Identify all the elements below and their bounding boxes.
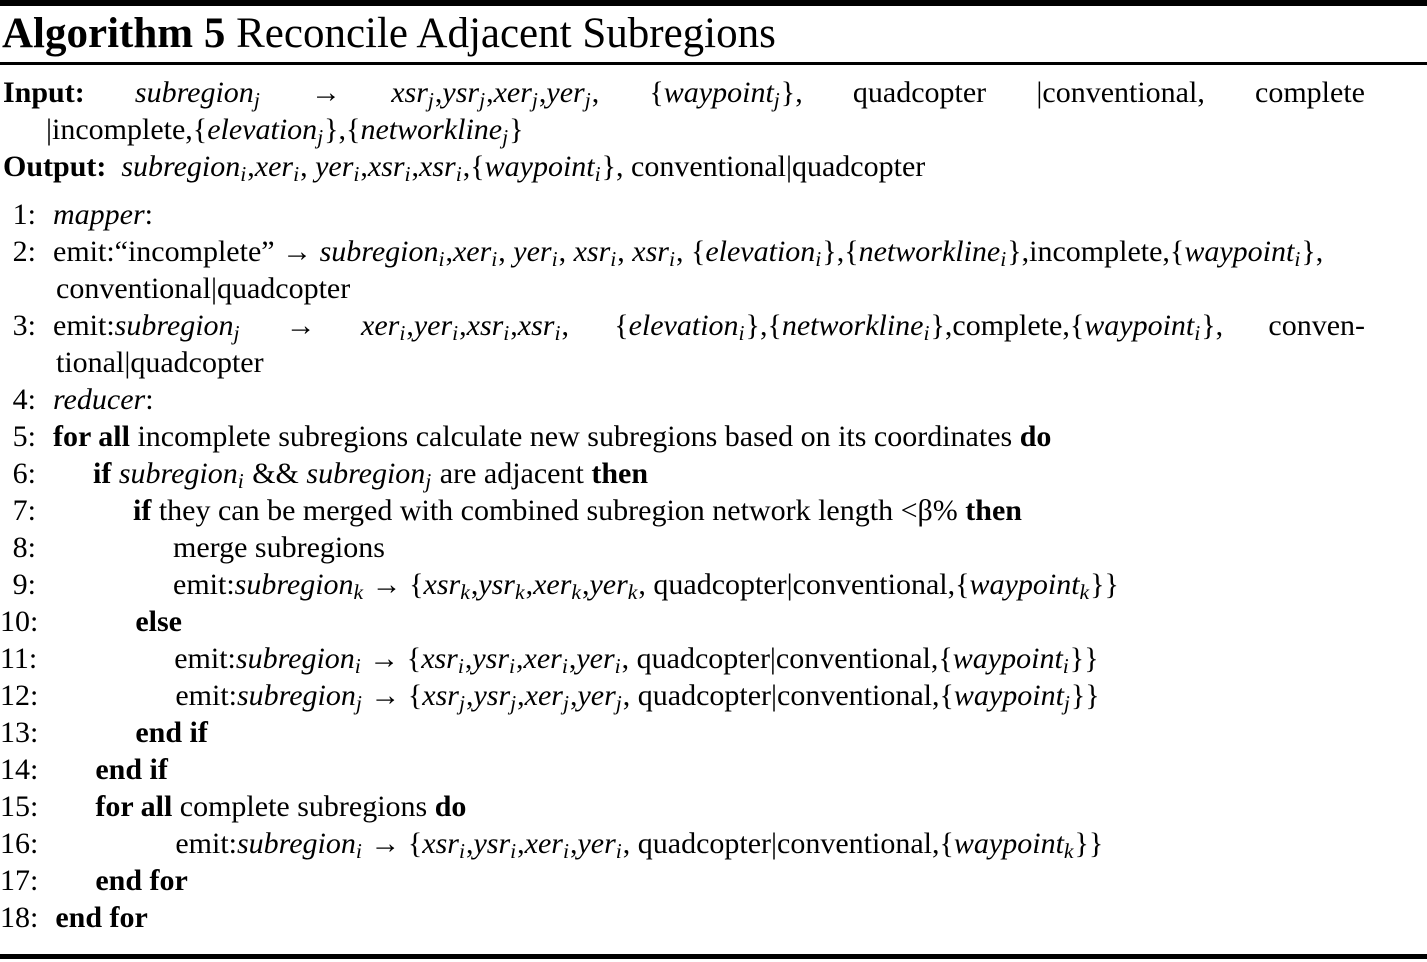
algo-line-wrap — [0, 344, 1365, 381]
subscript: k — [571, 579, 581, 604]
keyword: if — [93, 457, 112, 490]
text-segment: , — [617, 235, 633, 268]
text-segment: , — [525, 568, 534, 601]
algo-line-10 — [0, 603, 1365, 640]
text-segment: },incomplete,{ — [1007, 235, 1185, 268]
math-var: waypoint — [969, 568, 1080, 601]
text-segment: , — [247, 150, 255, 183]
subscript: i — [509, 653, 516, 678]
line-content — [55, 862, 1365, 899]
math-var: xsr — [632, 235, 669, 268]
text-segment — [111, 457, 119, 490]
line-number: 9: — [12, 568, 36, 601]
text-segment: , — [411, 150, 420, 183]
text-segment: }, conven- — [1201, 309, 1365, 342]
line-number: 18: — [0, 901, 39, 934]
subscript: i — [399, 320, 406, 345]
algo-line-7 — [0, 492, 1365, 529]
subscript: j — [479, 87, 486, 112]
line-content — [55, 603, 1365, 640]
math-var: networkline — [858, 235, 1001, 268]
math-var: yer — [315, 150, 354, 183]
text-segment: emit: — [175, 827, 237, 860]
math-var: xer — [254, 150, 294, 183]
math-var: xsr — [517, 309, 555, 342]
algo-line-15 — [0, 788, 1365, 825]
subscript: k — [627, 579, 638, 604]
text-segment: → — [240, 309, 361, 342]
text-segment: }} — [1069, 642, 1099, 675]
text-segment: }} — [1090, 568, 1119, 601]
subscript: i — [452, 320, 459, 345]
line-number: 3: — [12, 309, 36, 342]
line-content — [53, 381, 1365, 418]
text-segment: , quadcopter|conventional,{ — [622, 679, 954, 712]
text-segment: complete subregions — [172, 790, 435, 823]
keyword: end if — [95, 753, 168, 786]
math-var: yer — [577, 679, 616, 712]
subscript: i — [594, 161, 601, 186]
text-segment: , — [406, 309, 414, 342]
math-var: xsr — [421, 642, 458, 675]
subscript: j — [584, 87, 591, 112]
line-number: 10: — [0, 605, 39, 638]
input-line-continuation — [0, 111, 1365, 148]
algo-line-5 — [0, 418, 1365, 455]
subscript: j — [317, 124, 324, 149]
math-var: xsr — [367, 150, 405, 183]
algo-line-8 — [0, 529, 1365, 566]
subscript: k — [1063, 838, 1074, 863]
subscript: i — [1062, 653, 1069, 678]
math-var: xer — [524, 827, 563, 860]
subscript: i — [457, 653, 464, 678]
math-var: yer — [413, 309, 453, 342]
text-segment: }, conventional|quadcopter — [601, 150, 926, 183]
algo-line-16 — [0, 825, 1365, 862]
math-var: elevation — [628, 309, 739, 342]
text-segment: emit: — [173, 568, 235, 601]
math-var: ysr — [473, 679, 511, 712]
math-var: xer — [452, 235, 492, 268]
math-var: yer — [513, 235, 552, 268]
text-segment: }} — [1070, 679, 1100, 712]
text-segment: }, — [1301, 235, 1324, 268]
text-segment: : — [145, 383, 154, 416]
math-var: subregion — [237, 827, 356, 860]
text-segment: , — [581, 568, 590, 601]
math-var: ysr — [442, 76, 480, 109]
text-segment: → { — [362, 679, 423, 712]
algo-line-3 — [0, 307, 1365, 344]
subscript: i — [458, 838, 465, 863]
text-segment: , — [445, 235, 453, 268]
text-segment: , — [465, 679, 474, 712]
subscript: k — [353, 579, 364, 604]
line-content — [53, 492, 1365, 529]
math-var: ysr — [478, 568, 515, 601]
math-var: ysr — [472, 642, 510, 675]
text-segment: ,{ — [462, 150, 485, 183]
text-segment: , quadcopter|conventional,{ — [622, 827, 954, 860]
subscript: k — [514, 579, 525, 604]
math-var: subregion — [134, 76, 254, 109]
title-rule — [0, 62, 1427, 65]
subscript: i — [1000, 246, 1007, 271]
text-segment: emit: — [174, 642, 236, 675]
line-number: 17: — [0, 864, 39, 897]
line-number: 12: — [0, 679, 39, 712]
subscript: i — [554, 320, 561, 345]
line-number: 2: — [12, 235, 36, 268]
io-block — [0, 74, 1427, 185]
text-segment: → { — [364, 568, 424, 601]
subscript: j — [615, 690, 622, 715]
math-var: xsr — [466, 309, 504, 342]
algo-line-14 — [0, 751, 1365, 788]
line-content — [55, 677, 1365, 714]
algo-line-4 — [0, 381, 1365, 418]
math-var: xsr — [419, 150, 456, 183]
subscript: j — [425, 468, 432, 493]
text-segment: they can be merged with combined subregion network length <β% — [151, 494, 966, 527]
text-segment: },complete,{ — [930, 309, 1085, 342]
line-content — [53, 418, 1365, 455]
text-segment: , — [470, 568, 479, 601]
keyword: else — [135, 605, 182, 638]
text-segment: |incomplete,{ — [46, 113, 208, 146]
keyword: end for — [95, 864, 188, 897]
input-line — [0, 74, 1365, 111]
line-number: 6: — [12, 457, 36, 490]
text-segment: → { — [362, 827, 423, 860]
math-var: waypoint — [1084, 309, 1195, 342]
algo-line-13 — [0, 714, 1365, 751]
math-var: subregion — [319, 235, 439, 268]
text-segment: }} — [1074, 827, 1104, 860]
algo-line-2 — [0, 233, 1365, 270]
line-number: 13: — [0, 716, 39, 749]
subscript: j — [253, 87, 260, 112]
text-segment: emit:“incomplete” → — [53, 235, 320, 268]
text-segment: emit: — [175, 679, 237, 712]
keyword: end if — [135, 716, 208, 749]
algo-line-12 — [0, 677, 1365, 714]
math-var: subregion — [235, 642, 355, 675]
subscript: k — [460, 579, 470, 604]
line-content — [53, 196, 1365, 233]
algo-line-11 — [0, 640, 1365, 677]
output-line — [0, 148, 1365, 185]
text-segment: , — [360, 150, 368, 183]
keyword: for all — [95, 790, 173, 823]
subscript: i — [551, 246, 558, 271]
subscript: i — [354, 653, 361, 678]
subscript: j — [427, 87, 434, 112]
keyword: Input: — [3, 76, 85, 109]
text-segment: , — [510, 309, 518, 342]
line-content — [55, 899, 1365, 936]
math-var: xsr — [422, 679, 459, 712]
text-segment: }, quadcopter |conventional, complete — [780, 76, 1365, 109]
line-content — [55, 751, 1365, 788]
text-segment: , — [558, 235, 574, 268]
line-content — [53, 270, 1365, 307]
math-var: xer — [533, 568, 572, 601]
text-segment: , quadcopter|conventional,{ — [638, 568, 970, 601]
text-segment: , — [568, 642, 577, 675]
keyword: then — [591, 457, 649, 490]
algorithm-body — [0, 196, 1427, 936]
subscript: i — [240, 161, 247, 186]
subscript: j — [1063, 690, 1070, 715]
math-var: xsr — [423, 568, 461, 601]
text-segment: , — [517, 827, 525, 860]
math-var: elevation — [705, 235, 816, 268]
text-segment: , — [498, 235, 514, 268]
subscript: j — [458, 690, 465, 715]
math-var: waypoint — [484, 150, 595, 183]
math-var: xer — [493, 76, 532, 109]
subscript: j — [562, 690, 569, 715]
line-content — [53, 233, 1365, 270]
math-var: subregion — [234, 568, 354, 601]
line-number: 7: — [12, 494, 36, 527]
line-content — [55, 714, 1365, 751]
keyword: do — [1019, 420, 1052, 453]
math-var: networkline — [360, 113, 503, 146]
subscript: i — [738, 320, 745, 345]
text-segment: incomplete subregions calculate new subregions based on its coordinates — [129, 420, 1020, 453]
line-number: 15: — [0, 790, 39, 823]
math-var: xsr — [422, 827, 459, 860]
text-segment: , quadcopter|conventional,{ — [621, 642, 953, 675]
algo-line-9 — [0, 566, 1365, 603]
line-content — [54, 640, 1365, 677]
math-var: elevation — [207, 113, 318, 146]
text-segment: → { — [361, 642, 422, 675]
text-segment: } — [509, 113, 524, 146]
algorithm-name-label: Reconcile Adjacent Subregions — [225, 10, 776, 57]
keyword: Output: — [3, 150, 107, 183]
subscript: i — [438, 246, 445, 271]
keyword: for all — [53, 420, 130, 453]
text-segment: , — [459, 309, 467, 342]
subscript: j — [355, 690, 362, 715]
text-segment: , — [434, 76, 443, 109]
line-content — [55, 788, 1365, 825]
subscript: i — [237, 468, 244, 493]
line-number: 16: — [0, 827, 39, 860]
text-segment: conventional|quadcopter — [56, 272, 351, 305]
math-var: subregion — [118, 457, 238, 490]
math-var: yer — [546, 76, 585, 109]
text-segment: },{ — [745, 309, 782, 342]
text-segment: , { — [675, 235, 706, 268]
line-content — [55, 825, 1365, 862]
subscript: i — [615, 838, 622, 863]
algorithm-title — [2, 10, 776, 58]
subscript: i — [491, 246, 498, 271]
math-var: waypoint — [663, 76, 774, 109]
line-content — [53, 529, 1365, 566]
math-var: networkline — [781, 309, 924, 342]
text-segment: , — [569, 679, 578, 712]
text-segment: : — [144, 198, 153, 231]
keyword: then — [965, 494, 1022, 527]
text-segment: && — [244, 457, 307, 490]
subscript: i — [293, 161, 300, 186]
math-var: waypoint — [1184, 235, 1295, 268]
line-content — [53, 307, 1365, 344]
text-segment: , — [486, 76, 494, 109]
line-content — [53, 566, 1365, 603]
line-number: 5: — [12, 420, 36, 453]
top-rule — [0, 0, 1427, 6]
math-var: xsr — [391, 76, 428, 109]
math-var: ysr — [473, 827, 511, 860]
math-var: subregion — [237, 679, 356, 712]
text-segment: emit: — [53, 309, 115, 342]
text-segment: },{ — [822, 235, 859, 268]
text-segment: },{ — [324, 113, 361, 146]
math-var: yer — [577, 827, 616, 860]
text-segment: merge subregions — [173, 531, 385, 564]
text-segment: are adjacent — [432, 457, 592, 490]
math-var: yer — [576, 642, 615, 675]
algorithm-number-label: Algorithm 5 — [2, 10, 226, 57]
line-content — [53, 455, 1365, 492]
subscript: i — [355, 838, 362, 863]
subscript: i — [668, 246, 675, 271]
text-segment: → — [260, 76, 392, 109]
keyword: if — [133, 494, 152, 527]
keyword: end for — [55, 901, 148, 934]
algo-line-1 — [0, 196, 1365, 233]
math-var: xer — [523, 642, 562, 675]
text-segment: , { — [591, 76, 664, 109]
math-var: subregion — [121, 150, 241, 183]
text-segment: , — [465, 827, 474, 860]
algo-line-wrap — [0, 270, 1365, 307]
text-segment — [106, 150, 121, 183]
text-segment: , — [300, 150, 316, 183]
line-number: 8: — [12, 531, 36, 564]
text-segment: , — [538, 76, 547, 109]
subscript: j — [510, 690, 517, 715]
text-segment: , — [516, 642, 524, 675]
math-var: subregion — [306, 457, 426, 490]
subscript: i — [614, 653, 621, 678]
algo-line-18 — [0, 899, 1365, 936]
subscript: j — [502, 124, 509, 149]
line-number: 11: — [0, 642, 38, 675]
math-var: waypoint — [953, 827, 1064, 860]
math-var: waypoint — [952, 642, 1063, 675]
subscript: i — [610, 246, 617, 271]
subscript: j — [773, 87, 780, 112]
subscript: i — [353, 161, 360, 186]
subscript: i — [1194, 320, 1201, 345]
text-segment: , — [464, 642, 473, 675]
text-segment: , — [569, 827, 578, 860]
line-number: 4: — [12, 383, 36, 416]
math-var: subregion — [114, 309, 234, 342]
subscript: i — [503, 320, 510, 345]
algo-line-17 — [0, 862, 1365, 899]
subscript: i — [561, 653, 568, 678]
algo-line-6 — [0, 455, 1365, 492]
math-var: waypoint — [953, 679, 1064, 712]
text-segment: , — [517, 679, 525, 712]
line-number: 1: — [12, 198, 36, 231]
text-segment — [85, 76, 135, 109]
subscript: i — [923, 320, 930, 345]
math-var: mapper — [53, 198, 145, 231]
text-segment: tional|quadcopter — [56, 346, 264, 379]
subscript: i — [510, 838, 517, 863]
math-var: xer — [524, 679, 563, 712]
keyword: do — [434, 790, 467, 823]
math-var: yer — [589, 568, 628, 601]
subscript: i — [815, 246, 822, 271]
bottom-rule — [0, 954, 1427, 959]
subscript: i — [404, 161, 411, 186]
subscript: j — [233, 320, 240, 345]
subscript: i — [455, 161, 462, 186]
subscript: j — [531, 87, 538, 112]
subscript: i — [562, 838, 569, 863]
subscript: k — [1079, 579, 1090, 604]
text-segment: , { — [561, 309, 629, 342]
line-content — [53, 344, 1365, 381]
math-var: reducer — [53, 383, 146, 416]
math-var: xsr — [573, 235, 611, 268]
line-number: 14: — [0, 753, 39, 786]
math-var: xer — [361, 309, 400, 342]
subscript: i — [1294, 246, 1301, 271]
